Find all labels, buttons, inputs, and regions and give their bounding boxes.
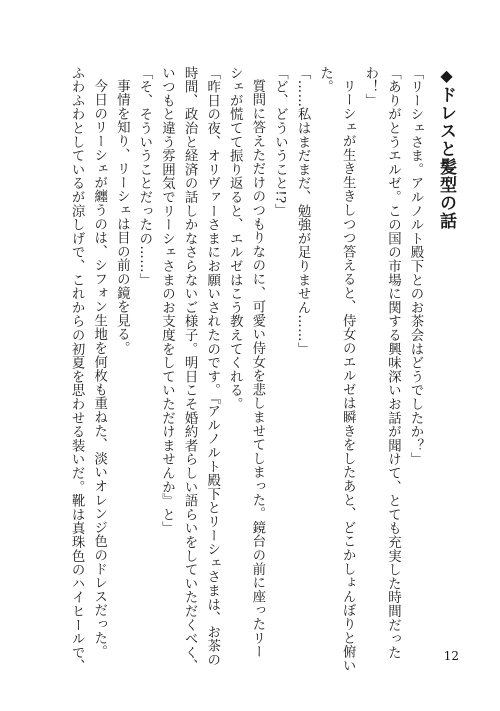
text-line: 事情を知り、リーシェは目の前の鏡を見る。: [114, 79, 130, 356]
text-line: た。: [317, 66, 333, 94]
text-line: 時間、政治と経済の話しかなさらないご様子。明日こそ婚約者らしい語らいをしていただくべく、: [182, 66, 198, 674]
diamond-marker-icon: ◆: [437, 66, 456, 86]
text-line: わ！」: [362, 66, 378, 108]
text-line: 質問に答えただけのつもりなのに、可愛い侍女を悲しませてしまった。鏡台の前に座ったリー: [249, 79, 265, 659]
text-line: 「ど、どういうこと!?」: [272, 66, 288, 218]
text-line: ふわふわとしているが涼しげで、これからの初夏を思わせる装いだ。靴は真珠色のハイヒールで、: [69, 66, 85, 674]
text-line: リーシェが生き生きしつつ答えると、侍女のエルゼは瞬きをしたあと、どこかしょんぼりと俯い: [340, 79, 356, 673]
text-line: 「昨日の夜、オリヴァーさまにお願いされたのです。『アルノルト殿下とリーシェさまは、お茶の: [204, 66, 220, 667]
section-heading-title: ドレスと髪型の話: [436, 86, 456, 230]
text-line: 「そ、そういうことだったの……」: [136, 66, 152, 287]
section-heading: [432, 66, 460, 646]
text-line: 「……私はまだまだ、勉強が足りません……」: [295, 66, 311, 356]
page-number: 12: [443, 649, 459, 663]
text-line: シェが慌てて振り返ると、エルゼはこう教えてくれる。: [227, 66, 243, 411]
text-line: 「リーシェさま。アルノルト殿下とのお茶会はどうでしたか？」: [408, 66, 423, 467]
text-line: 「ありがとうエルゼ。この国の市場に関する興味深いお話が聞けて、とても充実した時間だった: [385, 66, 401, 660]
text-line: 今日のリーシェが纏うのは、シフォン生地を何枚も重ねた、淡いオレンジ色のドレスだった。: [91, 79, 107, 659]
text-line: いつもと違う雰囲気でリーシェさまのお支度をしていただけませんか』と」: [159, 66, 175, 536]
